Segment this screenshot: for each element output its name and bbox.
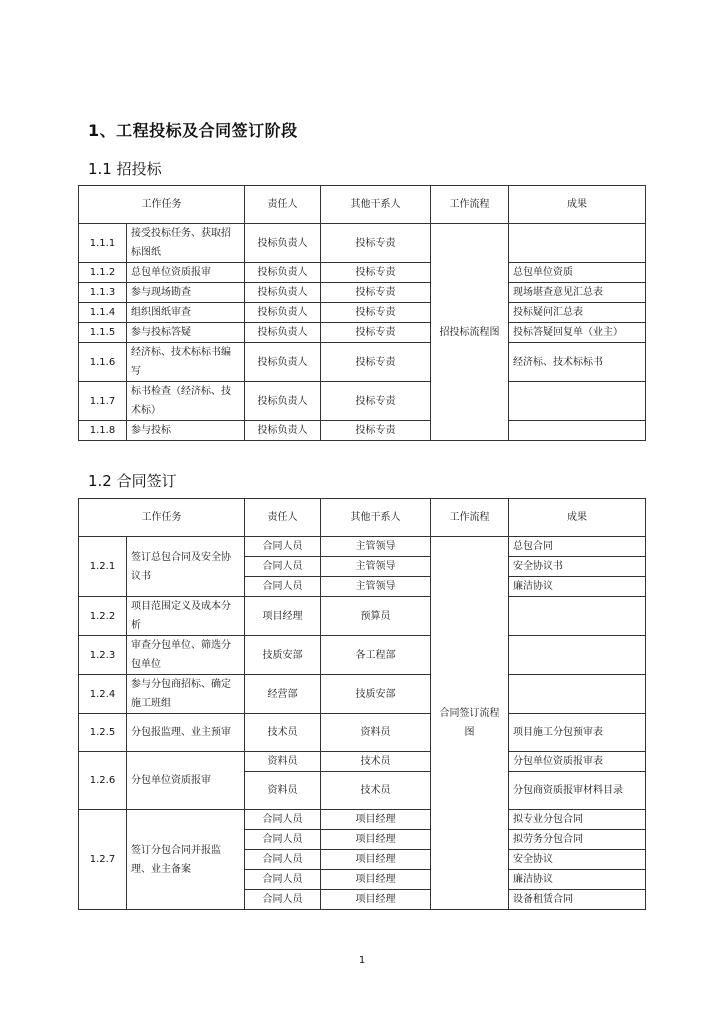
- row-result: [509, 675, 646, 714]
- header-task: 工作任务: [79, 186, 245, 224]
- table-row: [79, 752, 646, 772]
- row-task: 经济标、技术标标书编写: [127, 343, 245, 382]
- row-result: 安全协议: [509, 850, 646, 870]
- row-result: [509, 224, 646, 263]
- row-stakeholder: 项目经理: [321, 890, 431, 910]
- table-row: [79, 263, 646, 283]
- row-owner: 合同人员: [245, 890, 321, 910]
- table-row: [79, 675, 646, 714]
- row-number: 1.1.3: [79, 283, 127, 303]
- row-result: [509, 636, 646, 675]
- row-result: [509, 421, 646, 441]
- header-owner: 责任人: [245, 186, 321, 224]
- row-result: 分包单位资质报审表: [509, 752, 646, 772]
- row-stakeholder: 主管领导: [321, 537, 431, 557]
- page-number: 1: [358, 955, 366, 966]
- row-task: 标书检查（经济标、技术标）: [127, 382, 245, 421]
- row-stakeholder: 投标专责: [321, 421, 431, 441]
- row-number: 1.2.6: [79, 752, 127, 810]
- row-result: 廉洁协议: [509, 577, 646, 597]
- row-number: 1.1.5: [79, 323, 127, 343]
- row-stakeholder: 投标专责: [321, 382, 431, 421]
- header-owner: 责任人: [245, 499, 321, 537]
- row-stakeholder: 项目经理: [321, 870, 431, 890]
- row-stakeholder: 投标专责: [321, 343, 431, 382]
- row-result: 总包合同: [509, 537, 646, 557]
- row-owner: 资料员: [245, 772, 321, 810]
- row-stakeholder: 各工程部: [321, 636, 431, 675]
- row-stakeholder: 技术员: [321, 752, 431, 772]
- row-owner: 技质安部: [245, 636, 321, 675]
- header-workflow: 工作流程: [431, 499, 509, 537]
- row-owner: 技术员: [245, 714, 321, 752]
- table-row: [79, 714, 646, 752]
- row-task: 总包单位资质报审: [127, 263, 245, 283]
- row-owner: 投标负责人: [245, 303, 321, 323]
- row-result: 拟劳务分包合同: [509, 830, 646, 850]
- header-task: 工作任务: [79, 499, 245, 537]
- row-owner: 合同人员: [245, 577, 321, 597]
- row-owner: 合同人员: [245, 557, 321, 577]
- section-heading-contract: 1.2 合同签订: [88, 472, 177, 490]
- row-task: 分包单位资质报审: [127, 752, 245, 810]
- row-result: 设备租赁合同: [509, 890, 646, 910]
- row-result: 分包商资质报审材料目录: [509, 772, 646, 810]
- row-task: 审查分包单位、筛选分包单位: [127, 636, 245, 675]
- table-row: [79, 303, 646, 323]
- row-stakeholder: 资料员: [321, 714, 431, 752]
- row-stakeholder: 投标专责: [321, 323, 431, 343]
- row-number: 1.1.2: [79, 263, 127, 283]
- row-task: 签订总包合同及安全协议书: [127, 537, 245, 597]
- row-stakeholder: 技质安部: [321, 675, 431, 714]
- table-row: [79, 636, 646, 675]
- table-row: [79, 810, 646, 830]
- row-number: 1.2.4: [79, 675, 127, 714]
- row-result: 廉洁协议: [509, 870, 646, 890]
- row-task: 签订分包合同并报监理、业主备案: [127, 810, 245, 910]
- row-owner: 投标负责人: [245, 421, 321, 441]
- row-task: 参与投标: [127, 421, 245, 441]
- row-owner: 合同人员: [245, 850, 321, 870]
- row-owner: 投标负责人: [245, 382, 321, 421]
- row-stakeholder: 主管领导: [321, 577, 431, 597]
- header-stakeholder: 其他干系人: [321, 186, 431, 224]
- row-stakeholder: 投标专责: [321, 263, 431, 283]
- row-task: 参与现场勘查: [127, 283, 245, 303]
- row-number: 1.1.1: [79, 224, 127, 263]
- row-result: 安全协议书: [509, 557, 646, 577]
- table-row: [79, 283, 646, 303]
- row-result: 投标答疑回复单（业主）: [509, 323, 646, 343]
- header-result: 成果: [509, 499, 646, 537]
- row-stakeholder: 投标专责: [321, 224, 431, 263]
- row-result: 投标疑问汇总表: [509, 303, 646, 323]
- row-number: 1.1.4: [79, 303, 127, 323]
- row-owner: 项目经理: [245, 597, 321, 636]
- row-owner: 投标负责人: [245, 323, 321, 343]
- table-row: [79, 597, 646, 636]
- row-stakeholder: 技术员: [321, 772, 431, 810]
- table-row: [79, 421, 646, 441]
- row-task: 组织图纸审查: [127, 303, 245, 323]
- row-number: 1.2.2: [79, 597, 127, 636]
- row-result: [509, 382, 646, 421]
- row-stakeholder: 项目经理: [321, 850, 431, 870]
- table-row: [79, 224, 646, 263]
- header-workflow: 工作流程: [431, 186, 509, 224]
- row-task: 分包报监理、业主预审: [127, 714, 245, 752]
- row-number: 1.1.8: [79, 421, 127, 441]
- row-result: [509, 597, 646, 636]
- header-result: 成果: [509, 186, 646, 224]
- row-owner: 资料员: [245, 752, 321, 772]
- row-stakeholder: 预算员: [321, 597, 431, 636]
- row-stakeholder: 主管领导: [321, 557, 431, 577]
- row-stakeholder: 项目经理: [321, 830, 431, 850]
- row-owner: 合同人员: [245, 830, 321, 850]
- row-result: 总包单位资质: [509, 263, 646, 283]
- row-owner: 合同人员: [245, 870, 321, 890]
- table-row: [79, 343, 646, 382]
- row-result: 项目施工分包预审表: [509, 714, 646, 752]
- row-stakeholder: 投标专责: [321, 283, 431, 303]
- row-number: 1.2.3: [79, 636, 127, 675]
- section-heading-bidding: 1.1 招投标: [88, 160, 162, 178]
- row-owner: 合同人员: [245, 537, 321, 557]
- row-task: 项目范围定义及成本分析: [127, 597, 245, 636]
- row-result: 现场堪查意见汇总表: [509, 283, 646, 303]
- row-number: 1.2.1: [79, 537, 127, 597]
- row-task: 接受投标任务、获取招标图纸: [127, 224, 245, 263]
- header-stakeholder: 其他干系人: [321, 499, 431, 537]
- row-owner: 投标负责人: [245, 263, 321, 283]
- row-task: 参与投标答疑: [127, 323, 245, 343]
- row-result: 经济标、技术标标书: [509, 343, 646, 382]
- row-number: 1.2.7: [79, 810, 127, 910]
- row-stakeholder: 投标专责: [321, 303, 431, 323]
- row-result: 拟专业分包合同: [509, 810, 646, 830]
- row-owner: 投标负责人: [245, 224, 321, 263]
- table-header-row: [79, 499, 646, 537]
- table-row: [79, 382, 646, 421]
- table-row: [79, 537, 646, 557]
- page-title: 1、工程投标及合同签订阶段: [88, 121, 298, 140]
- row-owner: 投标负责人: [245, 283, 321, 303]
- table-header-row: [79, 186, 646, 224]
- workflow-cell: 合同签订流程图: [431, 537, 509, 910]
- row-task: 参与分包商招标、确定施工班组: [127, 675, 245, 714]
- row-number: 1.2.5: [79, 714, 127, 752]
- row-owner: 合同人员: [245, 810, 321, 830]
- row-number: 1.1.6: [79, 343, 127, 382]
- bidding-table: [78, 185, 646, 441]
- table-row: [79, 323, 646, 343]
- row-owner: 投标负责人: [245, 343, 321, 382]
- row-stakeholder: 项目经理: [321, 810, 431, 830]
- contract-table: [78, 498, 646, 910]
- row-owner: 经营部: [245, 675, 321, 714]
- workflow-cell: 招投标流程图: [431, 224, 509, 441]
- row-number: 1.1.7: [79, 382, 127, 421]
